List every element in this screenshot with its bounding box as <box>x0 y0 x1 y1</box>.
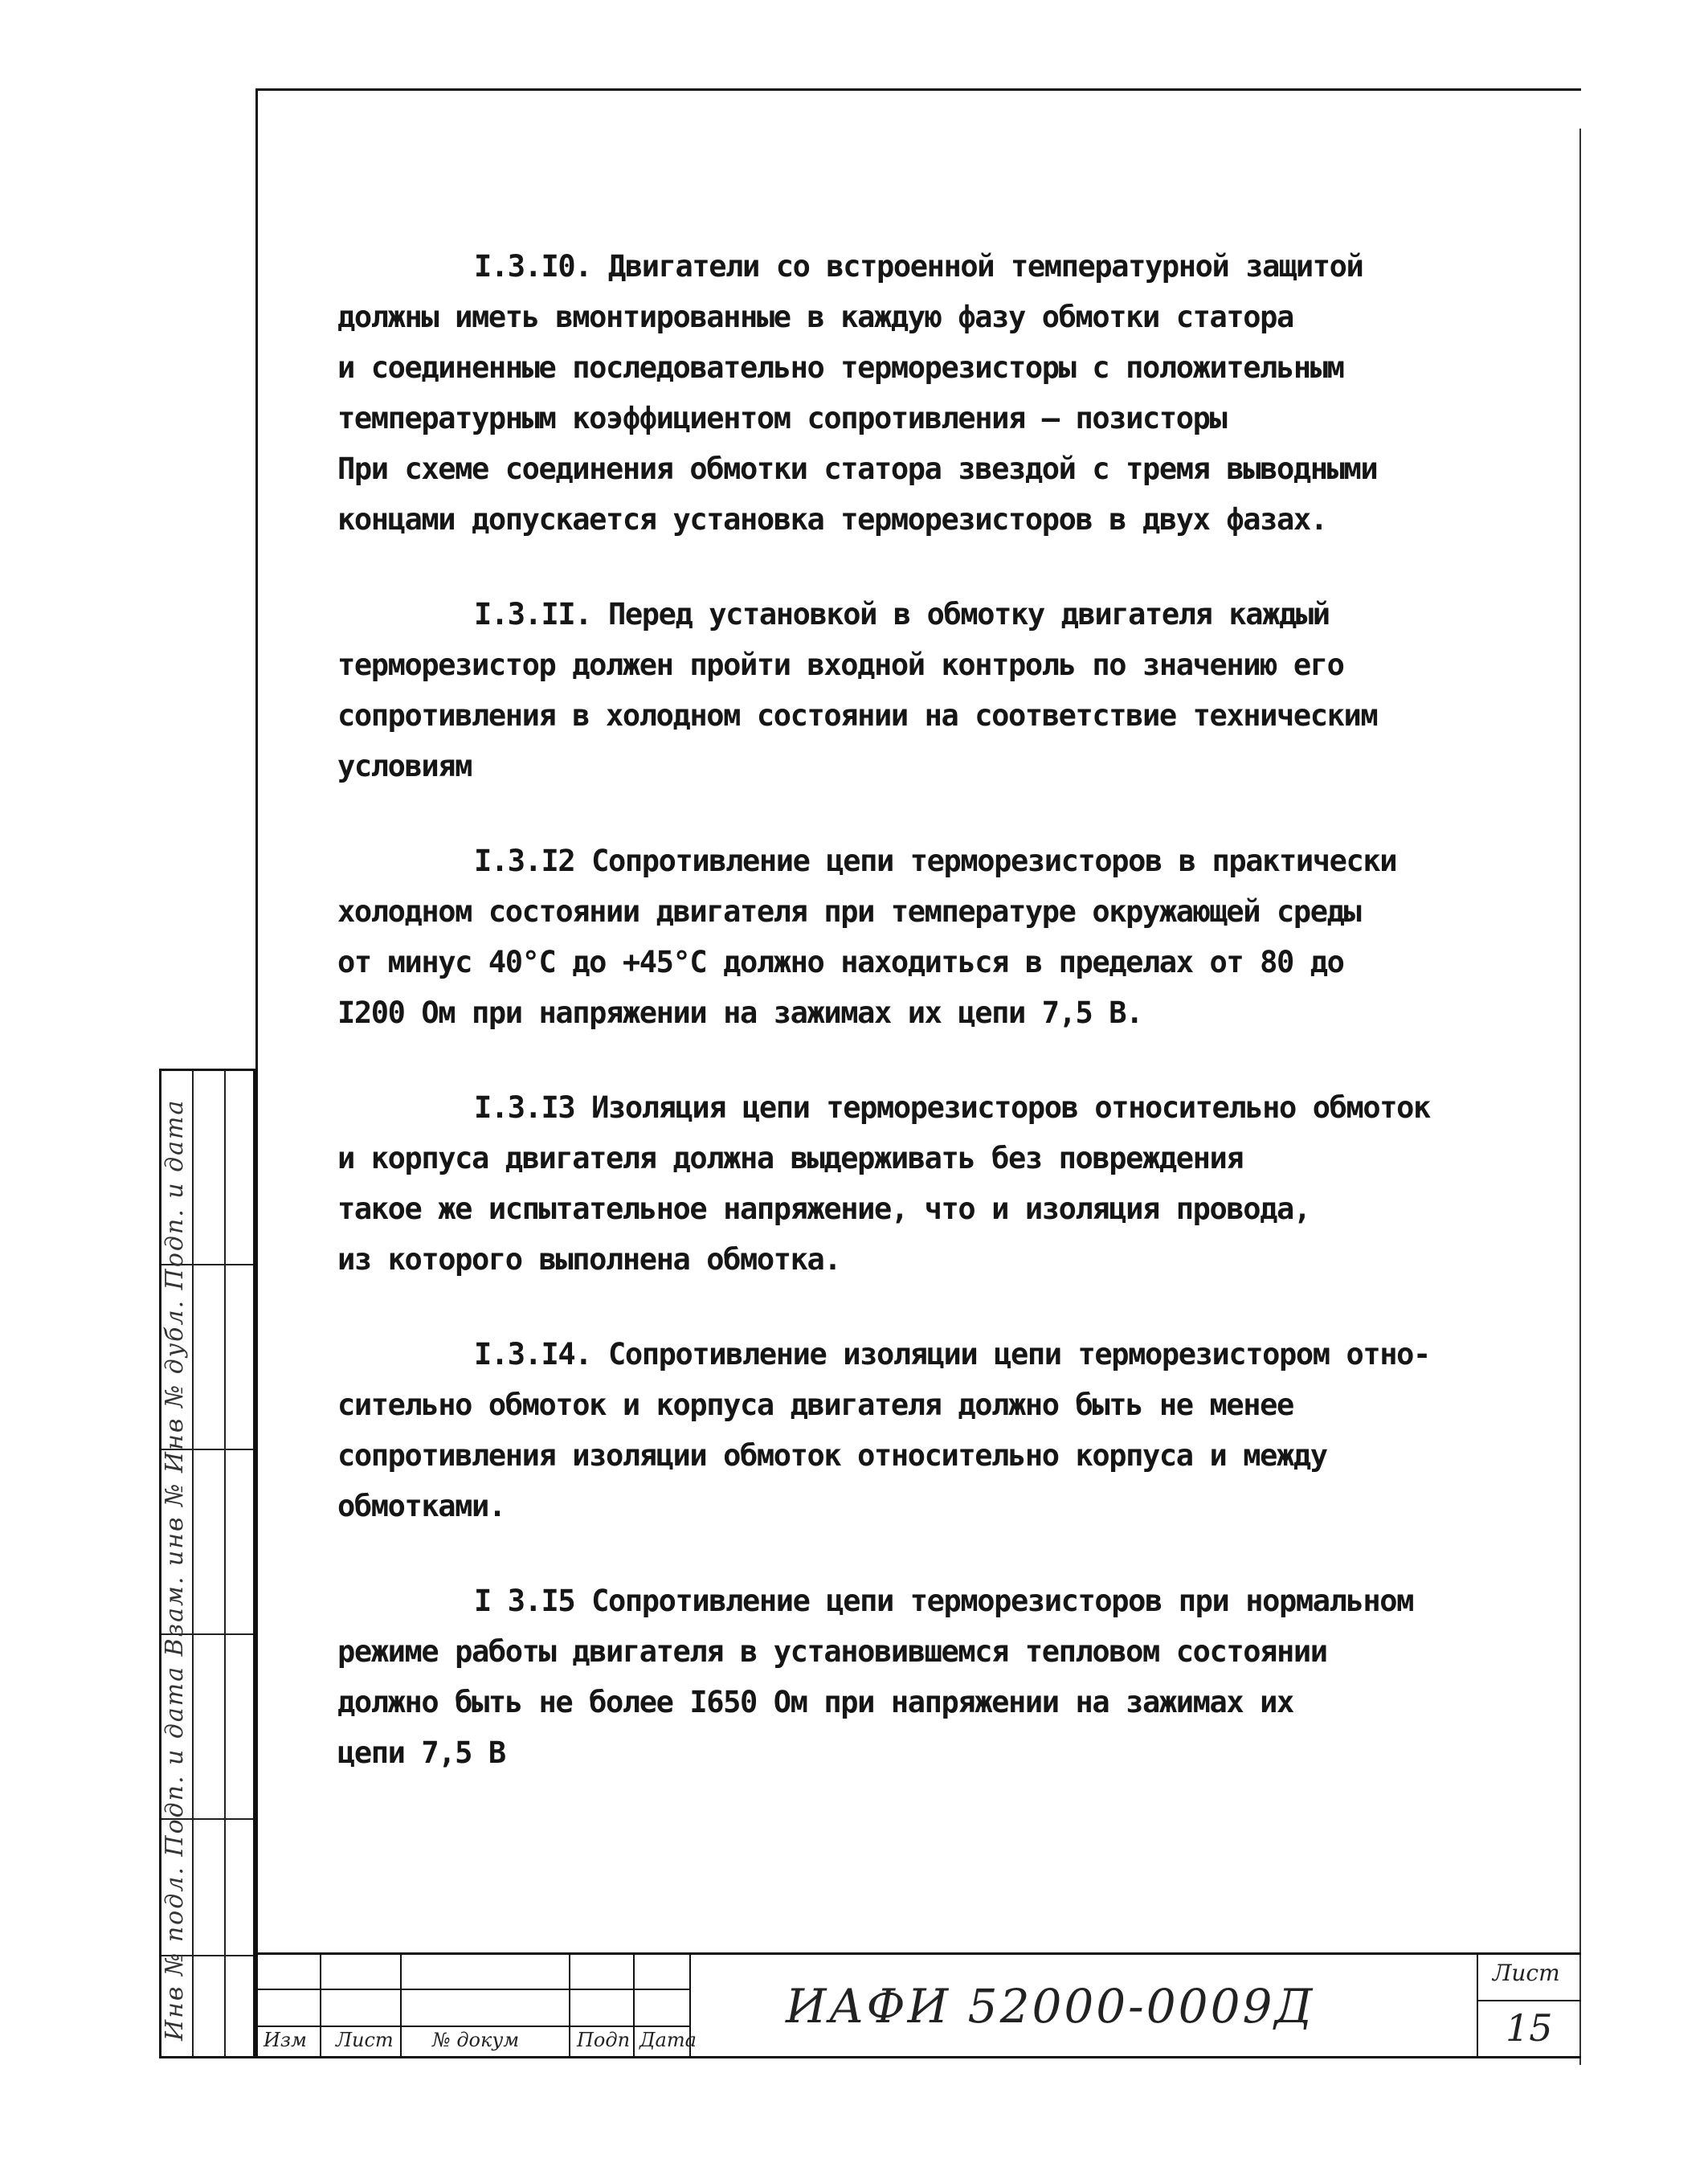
title-block <box>255 1952 1581 2058</box>
text-line: I.3.I0. Двигатели со встроенной температурной защитой <box>474 249 1363 284</box>
text-line: сительно обмоток и корпуса двигателя должно быть не менее <box>337 1388 1293 1422</box>
text-line: I 3.I5 Сопротивление цепи терморезисторов при нормальном <box>474 1584 1414 1618</box>
sheet-number: 15 <box>1506 2006 1553 2050</box>
text-line: из которого выполнена обмотка. <box>337 1242 841 1277</box>
text-line: I.3.I2 Сопротивление цепи терморезисторов в практически <box>474 844 1397 878</box>
signature-cell: Изм <box>264 2029 307 2051</box>
text-line: должны иметь вмонтированные в каждую фазу обмотки статора <box>337 300 1293 334</box>
sheet-label: Лист <box>1493 1960 1560 1986</box>
title-block-divider <box>255 1989 689 1990</box>
text-line: и соединенные последовательно терморезисторы с положительным <box>337 350 1344 385</box>
title-block-divider <box>400 1955 402 2056</box>
paragraph-1-3-12 <box>337 836 1559 1038</box>
title-block-divider <box>633 1955 635 2056</box>
text-line: I.3.I3 Изоляция цепи терморезисторов относительно обмоток <box>474 1090 1430 1125</box>
signature-cell: Дата <box>639 2029 697 2051</box>
strip-divider <box>192 1071 194 2056</box>
document-body <box>337 241 1559 1822</box>
text-line: сопротивления в холодном состоянии на соответствие техническим <box>337 698 1378 733</box>
text-line: концами допускается установка терморезисторов в двух фазах. <box>337 502 1327 537</box>
title-block-divider <box>255 2026 689 2027</box>
text-line: условиям <box>337 749 472 783</box>
text-line: сопротивления изоляции обмоток относительно корпуса и между <box>337 1438 1327 1473</box>
paragraph-1-3-11 <box>337 589 1559 791</box>
document-code: ИАФИ 52000-0009Д <box>786 1979 1315 2034</box>
side-strip-handwriting: Инв № подл. Подп. и дата Взам. инв № Инв № дубл. Подп. и дата <box>161 1098 189 2041</box>
text-line: холодном состоянии двигателя при температуре окружающей среды <box>337 894 1361 929</box>
text-line: I.3.II. Перед установкой в обмотку двигателя каждый <box>474 597 1330 632</box>
text-line: такое же испытательное напряжение, что и изоляция провода, <box>337 1192 1310 1226</box>
text-line: I200 Ом при напряжении на зажимах их цепи 7,5 В. <box>337 995 1143 1030</box>
signature-cell: № докум <box>432 2029 520 2051</box>
paragraph-1-3-14 <box>337 1329 1559 1531</box>
paragraph-1-3-10 <box>337 241 1559 545</box>
strip-divider <box>224 1071 226 2056</box>
title-block-divider <box>320 1955 321 2056</box>
title-block-divider <box>569 1955 570 2056</box>
sheet-right-edge <box>1579 129 1581 2065</box>
signature-cell: Подп <box>577 2029 631 2051</box>
text-line: терморезистор должен пройти входной контроль по значению его <box>337 648 1344 682</box>
text-line: цепи 7,5 В <box>337 1735 505 1770</box>
text-line: режиме работы двигателя в установившемся тепловом состоянии <box>337 1634 1327 1669</box>
text-line: При схеме соединения обмотки статора звездой с тремя выводными <box>337 452 1378 486</box>
paragraph-1-3-13 <box>337 1082 1559 1285</box>
text-line: и корпуса двигателя должна выдерживать без повреждения <box>337 1141 1244 1175</box>
paragraph-1-3-15 <box>337 1576 1559 1778</box>
text-line: от минус 40°C до +45°C должно находиться в пределах от 80 до <box>337 945 1344 979</box>
text-line: должно быть не более I650 Ом при напряжении на зажимах их <box>337 1685 1293 1719</box>
text-line: температурным коэффициентом сопротивления – позисторы <box>337 401 1227 435</box>
title-block-divider <box>1477 1955 1478 2056</box>
text-line: I.3.I4. Сопротивление изоляции цепи терморезистором отно- <box>474 1337 1430 1372</box>
text-line: обмотками. <box>337 1489 505 1523</box>
signature-cell: Лист <box>336 2029 394 2051</box>
title-block-divider <box>1477 2000 1581 2001</box>
